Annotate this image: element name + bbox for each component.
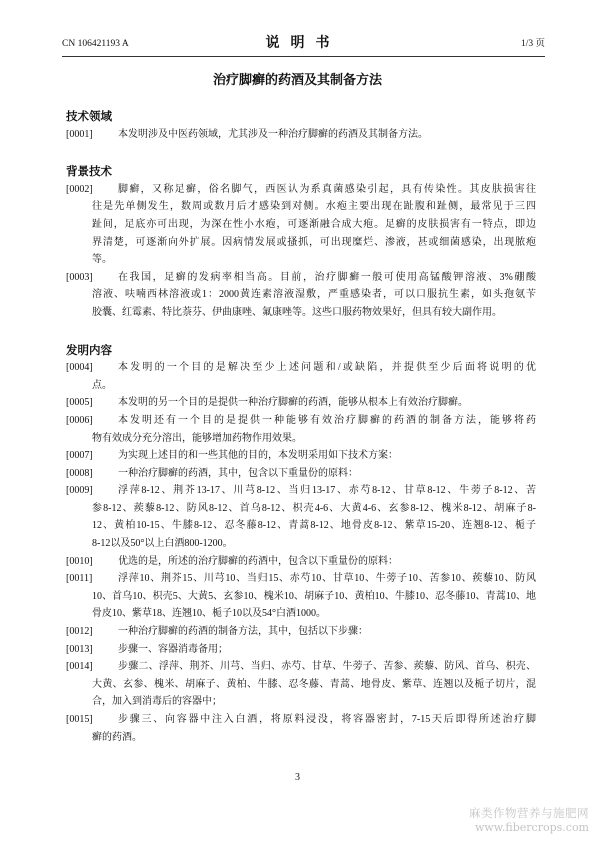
paragraph-line: 骨皮10、紫草18、连翘10、栀子10以及54°白酒1000。 — [92, 608, 326, 620]
page-number: 3 — [295, 772, 300, 783]
paragraph — [66, 181, 536, 269]
paragraph-line: 物有效成分充分溶出，能够增加药物作用效果。 — [92, 432, 302, 444]
paragraph — [66, 394, 536, 412]
paragraph-number: [0006] — [66, 414, 93, 426]
paragraph-line: 胶囊、红霉素、特比萘芬、伊曲康唑、氟康唑等。这些口服药物效果好，但具有较大副作用。 — [92, 306, 502, 318]
paragraph — [66, 359, 536, 394]
paragraph-number: [0015] — [66, 714, 93, 725]
paragraph-line: 界清楚，可逐渐向外扩展。因病情发展或搔抓，可出现糜烂、渗液，甚或细菌感染，出现脓疱 — [92, 236, 536, 248]
paragraph-number: [0010] — [66, 555, 93, 567]
paragraph-line: 步骤二、浮萍、荆芥、川芎、当归、赤芍、甘草、牛蒡子、苦参、蒺藜、防风、首乌、枳壳、 — [118, 661, 536, 673]
paragraph-line: 大黄、玄参、槐米、胡麻子、黄柏、牛膝、忍冬藤、青蒿、地骨皮、紫草、连翘以及栀子切片，混 — [92, 678, 536, 690]
paragraph — [66, 658, 536, 711]
paragraph-number: [0003] — [66, 271, 93, 283]
section-heading: 技术领域 — [66, 109, 112, 123]
paragraph-number: [0012] — [66, 626, 93, 638]
paragraph — [66, 553, 536, 571]
paragraph-line: 一种治疗脚癣的药酒的制备方法，其中，包括以下步骤： — [118, 626, 368, 638]
paragraph-line: 为实现上述目的和一些其他的目的，本发明采用如下技术方案： — [118, 450, 398, 462]
paragraph-line: 本发明涉及中医药领域，尤其涉及一种治疗脚癣的药酒及其制备方法。 — [118, 128, 428, 140]
paragraph-number: [0007] — [66, 450, 93, 462]
paragraph-line: 等。 — [92, 254, 112, 266]
paragraph-number: [0008] — [66, 467, 93, 479]
document-body — [0, 108, 595, 746]
paragraph-line: 优选的是，所述的治疗脚癣的药酒中，包含以下重量份的原料： — [118, 555, 398, 567]
section-heading: 背景技术 — [66, 164, 112, 179]
header-divider — [62, 56, 545, 57]
paragraph-line: 往是先单侧发生，数周或数月后才感染到对侧。水疱主要出现在趾腹和趾侧，最常见于三四 — [92, 201, 536, 213]
paragraph-line: 浮萍8-12、荆芥13-17、川芎8-12、当归13-17、赤芍8-12、甘草8-12、牛蒡子8-12、苦 — [118, 485, 536, 497]
publication-number: CN 106421193 A — [62, 39, 129, 49]
paragraph-number: [0013] — [66, 643, 93, 655]
paragraph-line: 步骤三、向容器中注入白酒，将原料浸没，将容器密封，7-15天后即得所述治疗脚 — [118, 714, 536, 725]
paragraph-number: [0011] — [66, 573, 93, 585]
paragraph-line: 脚癣，又称足癣，俗名脚气，西医认为系真菌感染引起，具有传染性。其皮肤损害往 — [118, 183, 536, 195]
document-title: 治疗脚癣的药酒及其制备方法 — [212, 72, 382, 87]
paragraph-line: 溶液、呋喃西林溶液或1：2000黄连素溶液湿敷，严重感染者，可以口服抗生素，如头孢氨苄 — [92, 289, 536, 301]
paragraph — [66, 126, 536, 144]
paragraph-line: 本发明的另一个目的是提供一种治疗脚癣的药酒，能够从根本上有效治疗脚癣。 — [118, 397, 468, 409]
paragraph-line: 合，加入到消毒后的容器中； — [92, 696, 222, 708]
paragraph — [66, 269, 536, 322]
paragraph-line: 步骤一、容器消毒备用； — [118, 643, 228, 655]
paragraph-number: [0009] — [66, 485, 93, 497]
document-type-label: 说明书 — [265, 36, 341, 51]
paragraph-number: [0014] — [66, 661, 93, 673]
paragraph — [66, 641, 536, 659]
paragraph-number: [0002] — [66, 183, 93, 195]
paragraph — [66, 711, 536, 746]
paragraph-line: 趾间，足底亦可出现，为深在性小水疱，可逐渐融合成大疱。足癣的皮肤损害有一特点，即边 — [92, 218, 536, 230]
paragraph-number: [0004] — [66, 362, 93, 374]
paragraph-number: [0005] — [66, 397, 93, 409]
section — [0, 163, 595, 321]
paragraph — [66, 623, 536, 641]
paragraph-line: 一种治疗脚癣的药酒，其中，包含以下重量份的原料： — [118, 467, 358, 479]
watermark-url: www.fibercrops.com — [474, 821, 589, 834]
watermark — [469, 806, 589, 835]
section-heading: 发明内容 — [66, 342, 112, 357]
paragraph-line: 癣的药酒。 — [92, 731, 142, 743]
paragraph-line: 参8-12、蒺藜8-12、防风8-12、首乌8-12、枳壳4-6、大黄4-6、玄参8-12、槐米8-12、胡麻子8- — [92, 502, 536, 514]
paragraph — [66, 465, 536, 483]
paragraph — [66, 412, 536, 447]
paragraph-line: 10、首乌10、枳壳5、大黄5、玄参10、槐米10、胡麻子10、黄柏10、牛膝10、忍冬藤10、青蒿10、地 — [92, 590, 536, 602]
paragraph-line: 本发明还有一个目的是提供一种能够有效治疗脚癣的药酒的制备方法，能够将药 — [118, 414, 536, 426]
paragraph-number: [0001] — [66, 128, 93, 140]
paragraph — [66, 482, 536, 552]
watermark-site-name: 麻类作物营养与施肥网 — [469, 806, 589, 820]
section — [0, 108, 595, 143]
paragraph — [66, 570, 536, 623]
paragraph-line: 本发明的一个目的是解决至少上述问题和/或缺陷，并提供至少后面将说明的优 — [118, 362, 536, 374]
paragraph-line: 12、黄柏10-15、牛膝8-12、忍冬藤8-12、青蒿8-12、地骨皮8-12、紫草15-20、连翘8-12、栀子 — [92, 520, 536, 532]
paragraph — [66, 447, 536, 465]
section — [0, 342, 595, 747]
paragraph-line: 点。 — [92, 379, 112, 391]
paragraph-line: 8-12以及50°以上白酒800-1200。 — [92, 538, 233, 550]
page-indicator: 1/3 页 — [520, 39, 545, 49]
paragraph-line: 在我国，足癣的发病率相当高。目前，治疗脚癣一般可使用高锰酸钾溶液、3%硼酸 — [118, 271, 536, 283]
paragraph-line: 浮萍10、荆芥15、川芎10、当归15、赤芍10、甘草10、牛蒡子10、苦参10、蒺藜10、防风 — [118, 573, 536, 585]
